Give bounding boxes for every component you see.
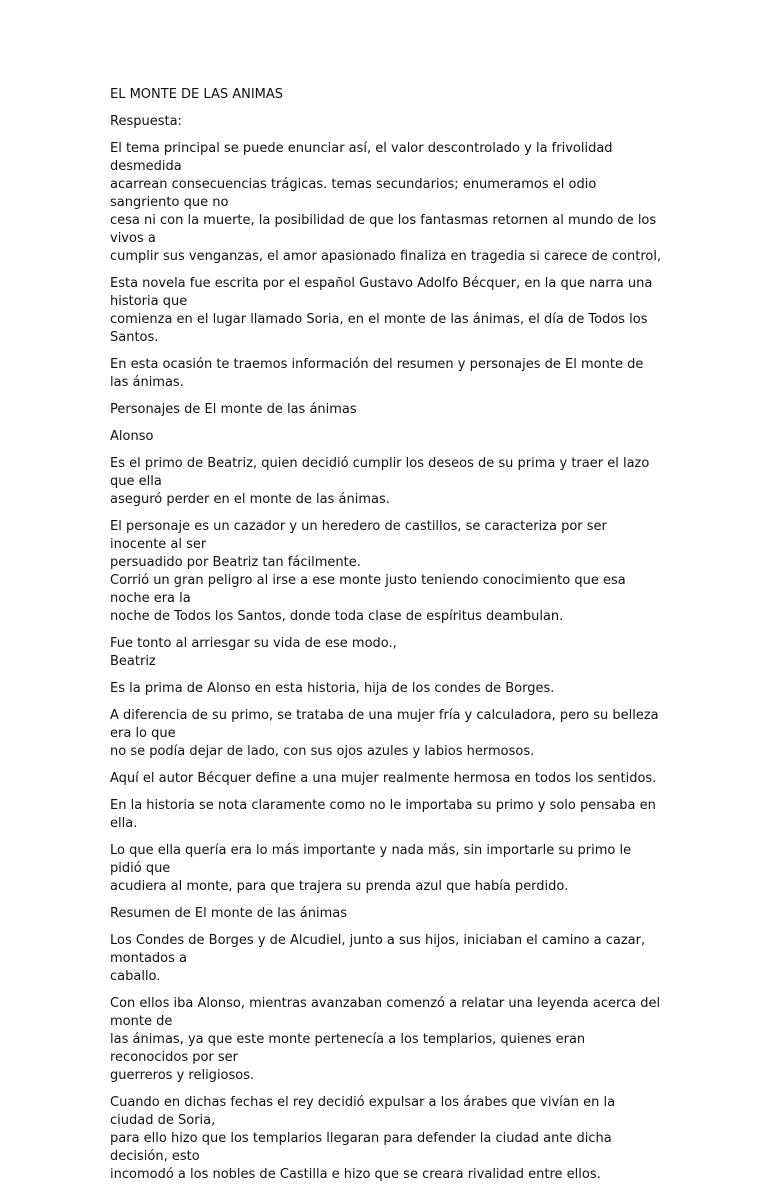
paragraph-line: Corrió un gran peligro al irse a ese monte justo teniendo conocimiento que esa noche era la	[110, 573, 626, 606]
paragraph	[110, 707, 662, 761]
paragraph-line: acarrean consecuencias trágicas. temas secundarios; enumeramos el odio sangriento que no	[110, 177, 597, 210]
paragraph-line: persuadido por Beatriz tan fácilmente.	[110, 555, 361, 570]
paragraph-line: Lo que ella quería era lo más importante y nada más, sin importarle su primo le pidió que	[110, 843, 632, 876]
document-title: EL MONTE DE LAS ANIMAS	[110, 87, 284, 102]
paragraph	[110, 797, 662, 833]
paragraph	[110, 113, 662, 131]
paragraph-line: Esta novela fue escrita por el español Gustavo Adolfo Bécquer, en la que narra una historia que	[110, 276, 653, 309]
paragraph	[110, 518, 662, 626]
document-page	[110, 86, 662, 1193]
paragraph-line: Aquí el autor Bécquer define a una mujer realmente hermosa en todos los sentidos.	[110, 771, 657, 786]
paragraph-line: Cuando en dichas fechas el rey decidió expulsar a los árabes que vivían en la ciudad de Soria,	[110, 1095, 616, 1128]
paragraph-line: comienza en el lugar llamado Soria, en el monte de las ánimas, el día de Todos los Santos.	[110, 312, 648, 345]
paragraph	[110, 455, 662, 509]
paragraph-line: El tema principal se puede enunciar así, el valor descontrolado y la frivolidad desmedida	[110, 141, 613, 174]
paragraph-line: En la historia se nota claramente como no le importaba su primo y solo pensaba en ella.	[110, 798, 656, 831]
paragraph	[110, 770, 662, 788]
paragraph	[110, 932, 662, 986]
paragraph-line: guerreros y religiosos.	[110, 1068, 255, 1083]
paragraph	[110, 401, 662, 419]
paragraph-line: cumplir sus venganzas, el amor apasionado finaliza en tragedia si carece de control,	[110, 249, 662, 264]
paragraph-line: En esta ocasión te traemos información del resumen y personajes de El monte de las ánimas.	[110, 357, 644, 390]
paragraph-line: no se podía dejar de lado, con sus ojos azules y labios hermosos.	[110, 744, 535, 759]
paragraph-line: cesa ni con la muerte, la posibilidad de que los fantasmas retornen al mundo de los vivos a	[110, 213, 657, 246]
paragraph-line: las ánimas, ya que este monte pertenecía a los templarios, quienes eran reconocidos por ser	[110, 1032, 586, 1065]
paragraph-line: para ello hizo que los templarios llegaran para defender la ciudad ante dicha decisión, esto	[110, 1131, 612, 1164]
paragraph-line: Resumen de El monte de las ánimas	[110, 906, 348, 921]
paragraph	[110, 140, 662, 266]
paragraph	[110, 635, 662, 671]
paragraph-line: aseguró perder en el monte de las ánimas.	[110, 492, 390, 507]
paragraph	[110, 275, 662, 347]
paragraph-line: caballo.	[110, 969, 161, 984]
paragraph-line: incomodó a los nobles de Castilla e hizo que se creara rivalidad entre ellos.	[110, 1167, 601, 1182]
paragraph-line: Es la prima de Alonso en esta historia, hija de los condes de Borges.	[110, 681, 555, 696]
paragraph-line: Personajes de El monte de las ánimas	[110, 402, 357, 417]
paragraph-line: acudiera al monte, para que trajera su prenda azul que había perdido.	[110, 879, 569, 894]
paragraph-line: A diferencia de su primo, se trataba de una mujer fría y calculadora, pero su belleza era lo que	[110, 708, 659, 741]
paragraph-line: El personaje es un cazador y un heredero de castillos, se caracteriza por ser inocente al ser	[110, 519, 607, 552]
paragraph-line: Respuesta:	[110, 114, 182, 129]
paragraph-line: Fue tonto al arriesgar su vida de ese modo.,	[110, 636, 397, 651]
paragraph	[110, 1094, 662, 1184]
document-body	[110, 113, 662, 1184]
paragraph	[110, 842, 662, 896]
paragraph	[110, 680, 662, 698]
paragraph-line: Alonso	[110, 429, 154, 444]
paragraph-line: Con ellos iba Alonso, mientras avanzaban comenzó a relatar una leyenda acerca del monte de	[110, 996, 661, 1029]
paragraph	[110, 428, 662, 446]
paragraph-line: Es el primo de Beatriz, quien decidió cumplir los deseos de su prima y traer el lazo que ella	[110, 456, 650, 489]
paragraph	[110, 905, 662, 923]
paragraph-line: noche de Todos los Santos, donde toda clase de espíritus deambulan.	[110, 609, 564, 624]
paragraph	[110, 356, 662, 392]
paragraph	[110, 995, 662, 1085]
paragraph-line: Beatriz	[110, 654, 156, 669]
paragraph-line: Los Condes de Borges y de Alcudiel, junto a sus hijos, iniciaban el camino a cazar, montados a	[110, 933, 646, 966]
